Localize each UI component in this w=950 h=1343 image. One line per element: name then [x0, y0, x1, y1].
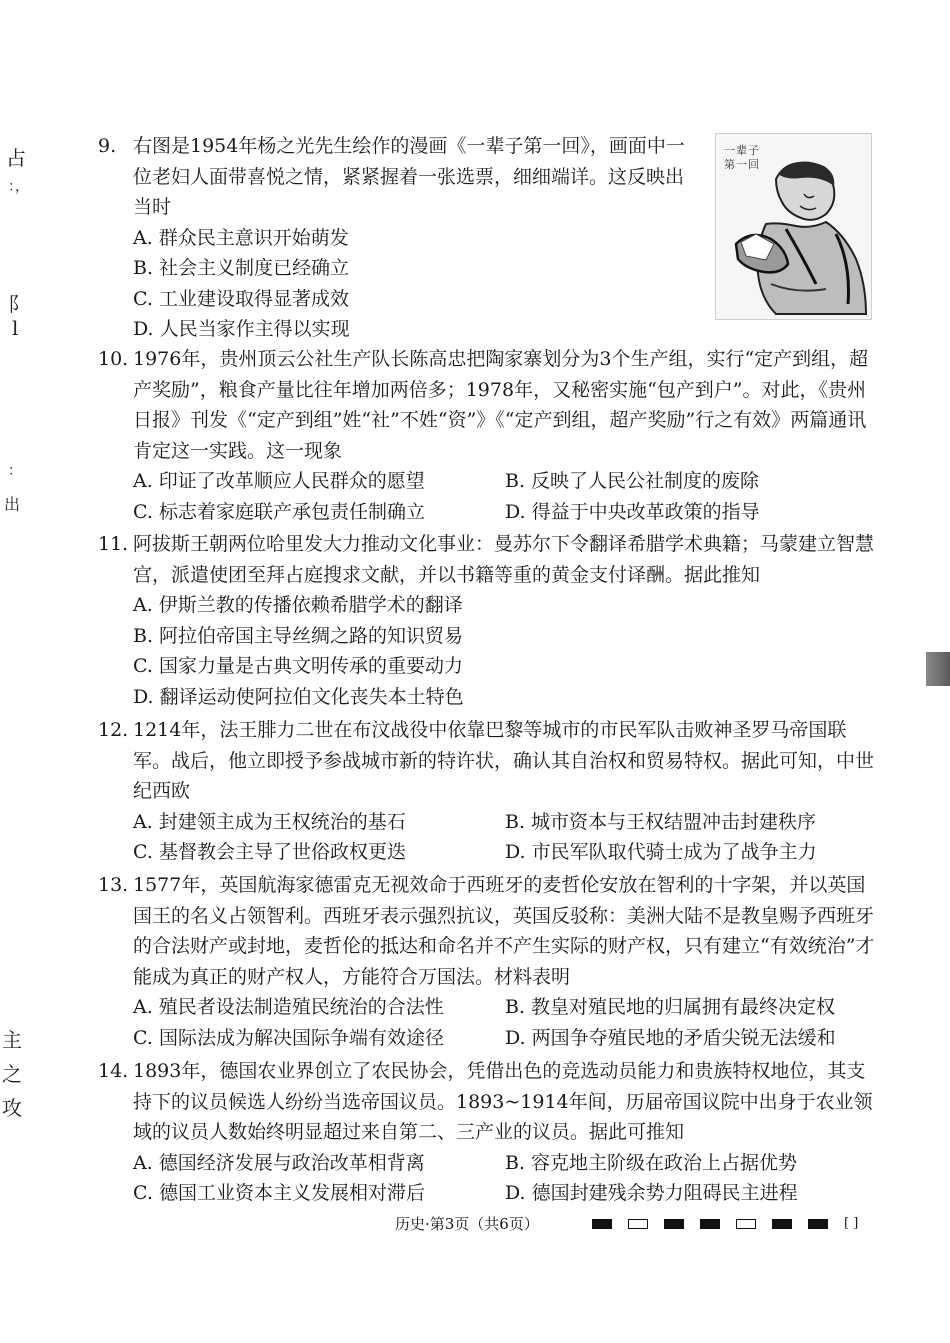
option-d[interactable]: D. 两国争夺殖民地的矛盾尖锐无法缓和: [505, 1026, 836, 1049]
option-a[interactable]: A. 印证了改革顺应人民群众的愿望: [133, 470, 425, 492]
question-stem: 1893年，德国农业界创立了农民协会，凭借出色的竞选动员能力和贵族特权地位，其支持下的议员候选人纷纷当选帝国议员。1893~1914年间，历届帝国议院中出身于农业领域的议员人数始终明显超过来自第二、三产业的议员。据此可推知: [133, 1060, 873, 1143]
margin-char: 占: [6, 146, 26, 170]
option-c[interactable]: C. 国家力量是古典文明传承的重要动力: [133, 655, 463, 677]
margin-char: l: [12, 316, 19, 340]
filled-mark: [808, 1219, 828, 1229]
options: [133, 807, 878, 868]
options: [133, 466, 878, 527]
question-number: 10.: [98, 348, 129, 370]
page-edge-tab: [926, 652, 950, 686]
option-a[interactable]: A. 封建领主成为王权统治的基石: [133, 810, 406, 833]
margin-char: 攻: [2, 1096, 22, 1120]
option-c[interactable]: C. 工业建设取得显著成效: [133, 287, 349, 310]
question-11: [98, 529, 878, 712]
question-10: [98, 344, 878, 527]
options: [133, 590, 878, 712]
option-a[interactable]: A. 群众民主意识开始萌发: [133, 226, 349, 249]
option-b[interactable]: B. 教皇对殖民地的归属拥有最终决定权: [505, 996, 836, 1018]
margin-char: 之: [2, 1062, 22, 1086]
option-b[interactable]: B. 容克地主阶级在政治上占据优势: [505, 1151, 798, 1174]
question-number: 12.: [98, 719, 129, 741]
option-c[interactable]: C. 基督教会主导了世俗政权更迭: [133, 841, 406, 863]
question-number: 13.: [98, 874, 129, 896]
question-14: [98, 1056, 878, 1209]
option-a[interactable]: A. 德国经济发展与政治改革相背离: [133, 1151, 425, 1174]
option-c[interactable]: C. 标志着家庭联产承包责任制确立: [133, 500, 425, 523]
option-a[interactable]: A. 伊斯兰教的传播依赖希腊学术的翻译: [133, 594, 463, 616]
hollow-mark: [736, 1219, 756, 1229]
filled-mark: [664, 1219, 684, 1229]
option-d[interactable]: D. 市民军队取代骑士成为了战争主力: [505, 841, 817, 863]
registration-marks: [592, 1216, 859, 1231]
question-12: [98, 715, 878, 868]
margin-char: 阝: [8, 292, 28, 316]
option-c[interactable]: C. 国际法成为解决国际争端有效途径: [133, 1026, 444, 1049]
question-number: 9.: [98, 135, 117, 157]
options: [133, 1148, 878, 1209]
option-b[interactable]: B. 反映了人民公社制度的废除: [505, 470, 760, 492]
option-b[interactable]: B. 城市资本与王权结盟冲击封建秩序: [505, 810, 817, 833]
question-stem: 阿拔斯王朝两位哈里发大力推动文化事业：曼苏尔下令翻译希腊学术典籍；马蒙建立智慧宫，派遣使团至拜占庭搜求文献，并以书籍等重的黄金支付译酬。据此推知: [133, 533, 875, 586]
option-b[interactable]: B. 社会主义制度已经确立: [133, 257, 350, 279]
margin-char: 出: [4, 495, 21, 514]
margin-char: 主: [2, 1028, 22, 1052]
hollow-mark: [628, 1219, 648, 1229]
question-number: 14.: [98, 1060, 129, 1082]
bracket-mark: [ ]: [844, 1216, 859, 1231]
option-b[interactable]: B. 阿拉伯帝国主导丝绸之路的知识贸易: [133, 624, 464, 647]
option-d[interactable]: D. 得益于中央改革政策的指导: [505, 500, 760, 523]
filled-mark: [592, 1219, 612, 1229]
filled-mark: [772, 1219, 792, 1229]
options: [133, 992, 878, 1053]
option-d[interactable]: D. 人民当家作主得以实现: [133, 318, 350, 340]
cartoon-illustration: [715, 133, 872, 320]
question-stem: 1976年，贵州顶云公社生产队长陈高忠把陶家寨划分为3个生产组，实行“定产到组，超产奖励”，粮食产量比往年增加两倍多；1978年，又秘密实施“包产到户”。对此，《贵州日报》刊发《“定产到组”姓“社”不姓“资”》《“定产到组，超产奖励”行之有效》两篇通讯肯定这一实践。这一现象: [133, 348, 869, 462]
filled-mark: [700, 1219, 720, 1229]
margin-char: ：，: [8, 179, 29, 195]
old-woman-drawing: [716, 134, 871, 319]
question-stem: 1577年，英国航海家德雷克无视效命于西班牙的麦哲伦安放在智利的十字架，并以英国国王的名义占领智利。西班牙表示强烈抗议，英国反驳称：美洲大陆不是教皇赐予西班牙的合法财产或封地，麦哲伦的抵达和命名并不产生实际的财产权，只有建立“有效统治”才能成为真正的财产权人，方能符合万国法。材料表明: [133, 874, 875, 988]
option-d[interactable]: D. 翻译运动使阿拉伯文化丧失本土特色: [133, 685, 464, 708]
question-13: [98, 870, 878, 1053]
option-a[interactable]: A. 殖民者设法制造殖民统治的合法性: [133, 996, 444, 1018]
question-stem: 1214年，法王腓力二世在布汶战役中依靠巴黎等城市的市民军队击败神圣罗马帝国联军。战后，他立即授予参战城市新的特许状，确认其自治权和贸易特权。据此可知，中世纪西欧: [133, 719, 875, 802]
cartoon-caption: 一辈子: [724, 144, 760, 157]
option-d[interactable]: D. 德国封建残余势力阻碍民主进程: [505, 1182, 798, 1204]
question-stem: 右图是1954年杨之光先生绘作的漫画《一辈子第一回》，画面中一位老妇人面带喜悦之情，紧紧握着一张选票，细细端详。这反映出当时: [133, 135, 685, 218]
cartoon-caption: 第一回: [724, 158, 760, 171]
page-footer: 历史·第3页（共6页）: [395, 1215, 539, 1233]
option-c[interactable]: C. 德国工业资本主义发展相对滞后: [133, 1182, 425, 1204]
question-number: 11.: [98, 533, 129, 555]
margin-char: ：: [8, 463, 22, 479]
